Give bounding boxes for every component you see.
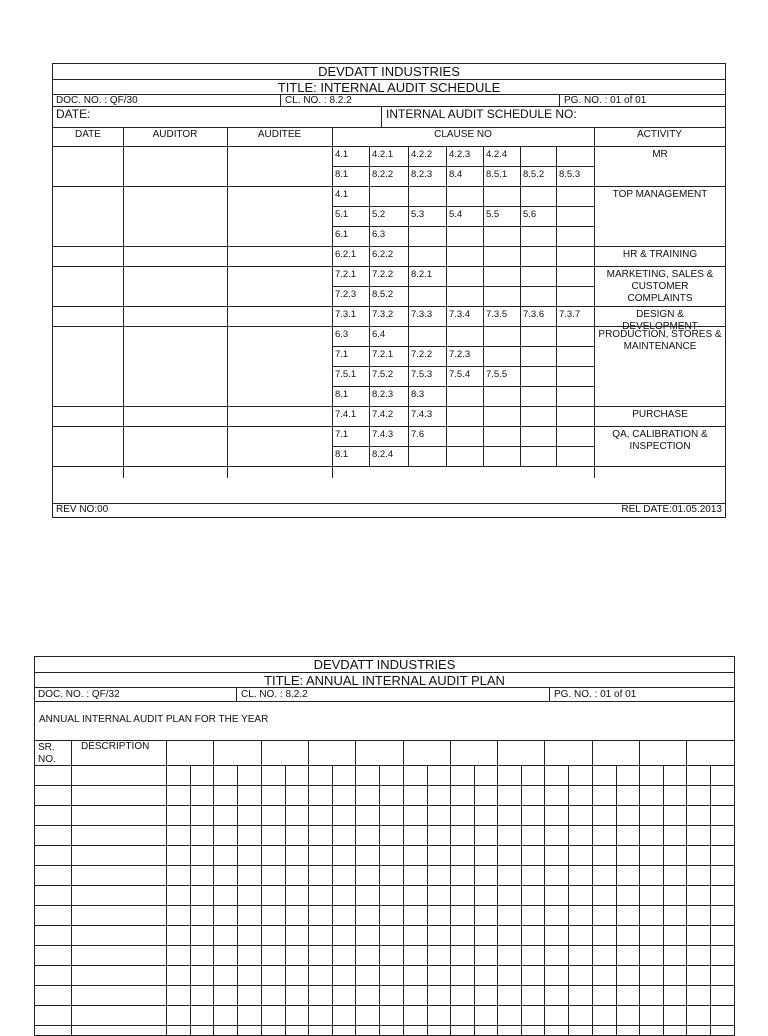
- activity-label: QA, CALIBRATION & INSPECTION: [612, 429, 708, 452]
- activity-column-header: ACTIVITY: [636, 129, 682, 140]
- clause-cell: 7.1: [335, 429, 349, 440]
- clause-cell: 7.2.2: [372, 269, 394, 280]
- activity-label: PRODUCTION, STORES & MAINTENANCE: [598, 329, 722, 352]
- clause-cell: 8.2.4: [372, 449, 394, 460]
- clause-cell: 4.2.4: [486, 149, 508, 160]
- clause-cell: 6.3: [372, 229, 386, 240]
- auditee-column-header: AUDITEE: [257, 129, 302, 140]
- clause-cell: 7.2.2: [411, 349, 433, 360]
- clause-cell: 7.5.3: [411, 369, 433, 380]
- clause-cell: 5.6: [523, 209, 537, 220]
- release-date: REL DATE:01.05.2013: [621, 504, 722, 515]
- clause-cell: 8.2.2: [372, 169, 394, 180]
- clause-cell: 8.4: [449, 169, 463, 180]
- date-column-header: DATE: [75, 129, 101, 140]
- clause-cell: 7.3.1: [335, 309, 357, 320]
- page-number: PG. NO. : 01 of 01: [564, 95, 647, 106]
- clause-cell: 7.6: [411, 429, 425, 440]
- annual-internal-audit-plan-form: [34, 656, 735, 1036]
- activity-label: MARKETING, SALES & CUSTOMER COMPLAINTS: [606, 269, 714, 304]
- clause-cell: 8.5.3: [559, 169, 581, 180]
- clause-cell: 4.2.3: [449, 149, 471, 160]
- clause-cell: 7.3.2: [372, 309, 394, 320]
- form-title: TITLE: INTERNAL AUDIT SCHEDULE: [277, 80, 501, 95]
- clause-cell: 8.1: [335, 449, 349, 460]
- clause-cell: 7.5.4: [449, 369, 471, 380]
- clause-cell: 4.1: [335, 149, 349, 160]
- clause-cell: 6.2.1: [335, 249, 357, 260]
- clause-cell: 4.2.2: [411, 149, 433, 160]
- internal-audit-schedule-form: [52, 63, 726, 518]
- clause-cell: 5.3: [411, 209, 425, 220]
- clause-cell: 7.4.3: [411, 409, 433, 420]
- company-name: DEVDATT INDUSTRIES: [318, 64, 460, 79]
- clause-cell: 7.5.2: [372, 369, 394, 380]
- form-title: TITLE: ANNUAL INTERNAL AUDIT PLAN: [264, 673, 505, 688]
- activity-label: PURCHASE: [632, 409, 688, 420]
- clause-cell: 4.1: [335, 189, 349, 200]
- clause-cell: 5.5: [486, 209, 500, 220]
- activity-label: MR: [652, 149, 668, 160]
- clause-cell: 7.4.3: [372, 429, 394, 440]
- clause-cell: 6.2.2: [372, 249, 394, 260]
- clause-reference: CL. NO. : 8.2.2: [241, 689, 308, 700]
- clause-cell: 7.3.6: [523, 309, 545, 320]
- clause-cell: 7.2.1: [372, 349, 394, 360]
- clause-cell: 7.2.3: [335, 289, 357, 300]
- schedule-number-label: INTERNAL AUDIT SCHEDULE NO:: [386, 107, 577, 121]
- clause-cell: 5.4: [449, 209, 463, 220]
- clause-cell: 7.2.3: [449, 349, 471, 360]
- date-label: DATE:: [56, 107, 91, 121]
- auditor-column-header: AUDITOR: [152, 129, 198, 140]
- clause-cell: 6.1: [335, 229, 349, 240]
- clause-cell: 7.5.1: [335, 369, 357, 380]
- clause-cell: 5.2: [372, 209, 386, 220]
- clause-cell: 8.2.3: [411, 169, 433, 180]
- clause-cell: 4.2.1: [372, 149, 394, 160]
- doc-no: DOC. NO. : QF/32: [38, 689, 120, 700]
- clause-cell: 5.1: [335, 209, 349, 220]
- activity-label: DESIGN & DEVELOPMENT: [622, 309, 698, 332]
- clause-cell: 7.3.4: [449, 309, 471, 320]
- clause-cell: 7.3.5: [486, 309, 508, 320]
- page-number: PG. NO. : 01 of 01: [554, 689, 637, 700]
- doc-no: DOC. NO. : QF/30: [56, 95, 138, 106]
- sr-no-header: SR. NO.: [38, 742, 56, 765]
- clause-cell: 8.1: [335, 169, 349, 180]
- clause-cell: 8.5.1: [486, 169, 508, 180]
- clause-cell: 7.4.1: [335, 409, 357, 420]
- clause-cell: 8.5.2: [523, 169, 545, 180]
- clause-cell: 7.3.7: [559, 309, 581, 320]
- clause-cell: 7.2.1: [335, 269, 357, 280]
- clause-cell: 7.5.5: [486, 369, 508, 380]
- description-header: DESCRIPTION: [81, 741, 150, 752]
- clause-cell: 8.1: [335, 389, 349, 400]
- clause-cell: 8.2.3: [372, 389, 394, 400]
- clause-cell: 6.3: [335, 329, 349, 340]
- clause-cell: 7.3.3: [411, 309, 433, 320]
- audit-plan-grid: [35, 657, 734, 1035]
- clause-reference: CL. NO. : 8.2.2: [285, 95, 352, 106]
- audit-schedule-grid: [53, 64, 725, 517]
- company-name: DEVDATT INDUSTRIES: [313, 657, 456, 672]
- activity-label: TOP MANAGEMENT: [612, 189, 708, 200]
- clause-cell: 8.2.1: [411, 269, 433, 280]
- clause-cell: 7.1: [335, 349, 349, 360]
- activity-label: HR & TRAINING: [622, 249, 698, 260]
- clause-cell: 7.4.2: [372, 409, 394, 420]
- plan-year-label: ANNUAL INTERNAL AUDIT PLAN FOR THE YEAR: [39, 714, 269, 725]
- clause-cell: 8.5.2: [372, 289, 394, 300]
- revision-number: REV NO:00: [56, 504, 109, 515]
- clause-cell: 8.3: [411, 389, 425, 400]
- clause-cell: 6.4: [372, 329, 386, 340]
- clause-no-column-header: CLAUSE NO: [434, 129, 492, 140]
